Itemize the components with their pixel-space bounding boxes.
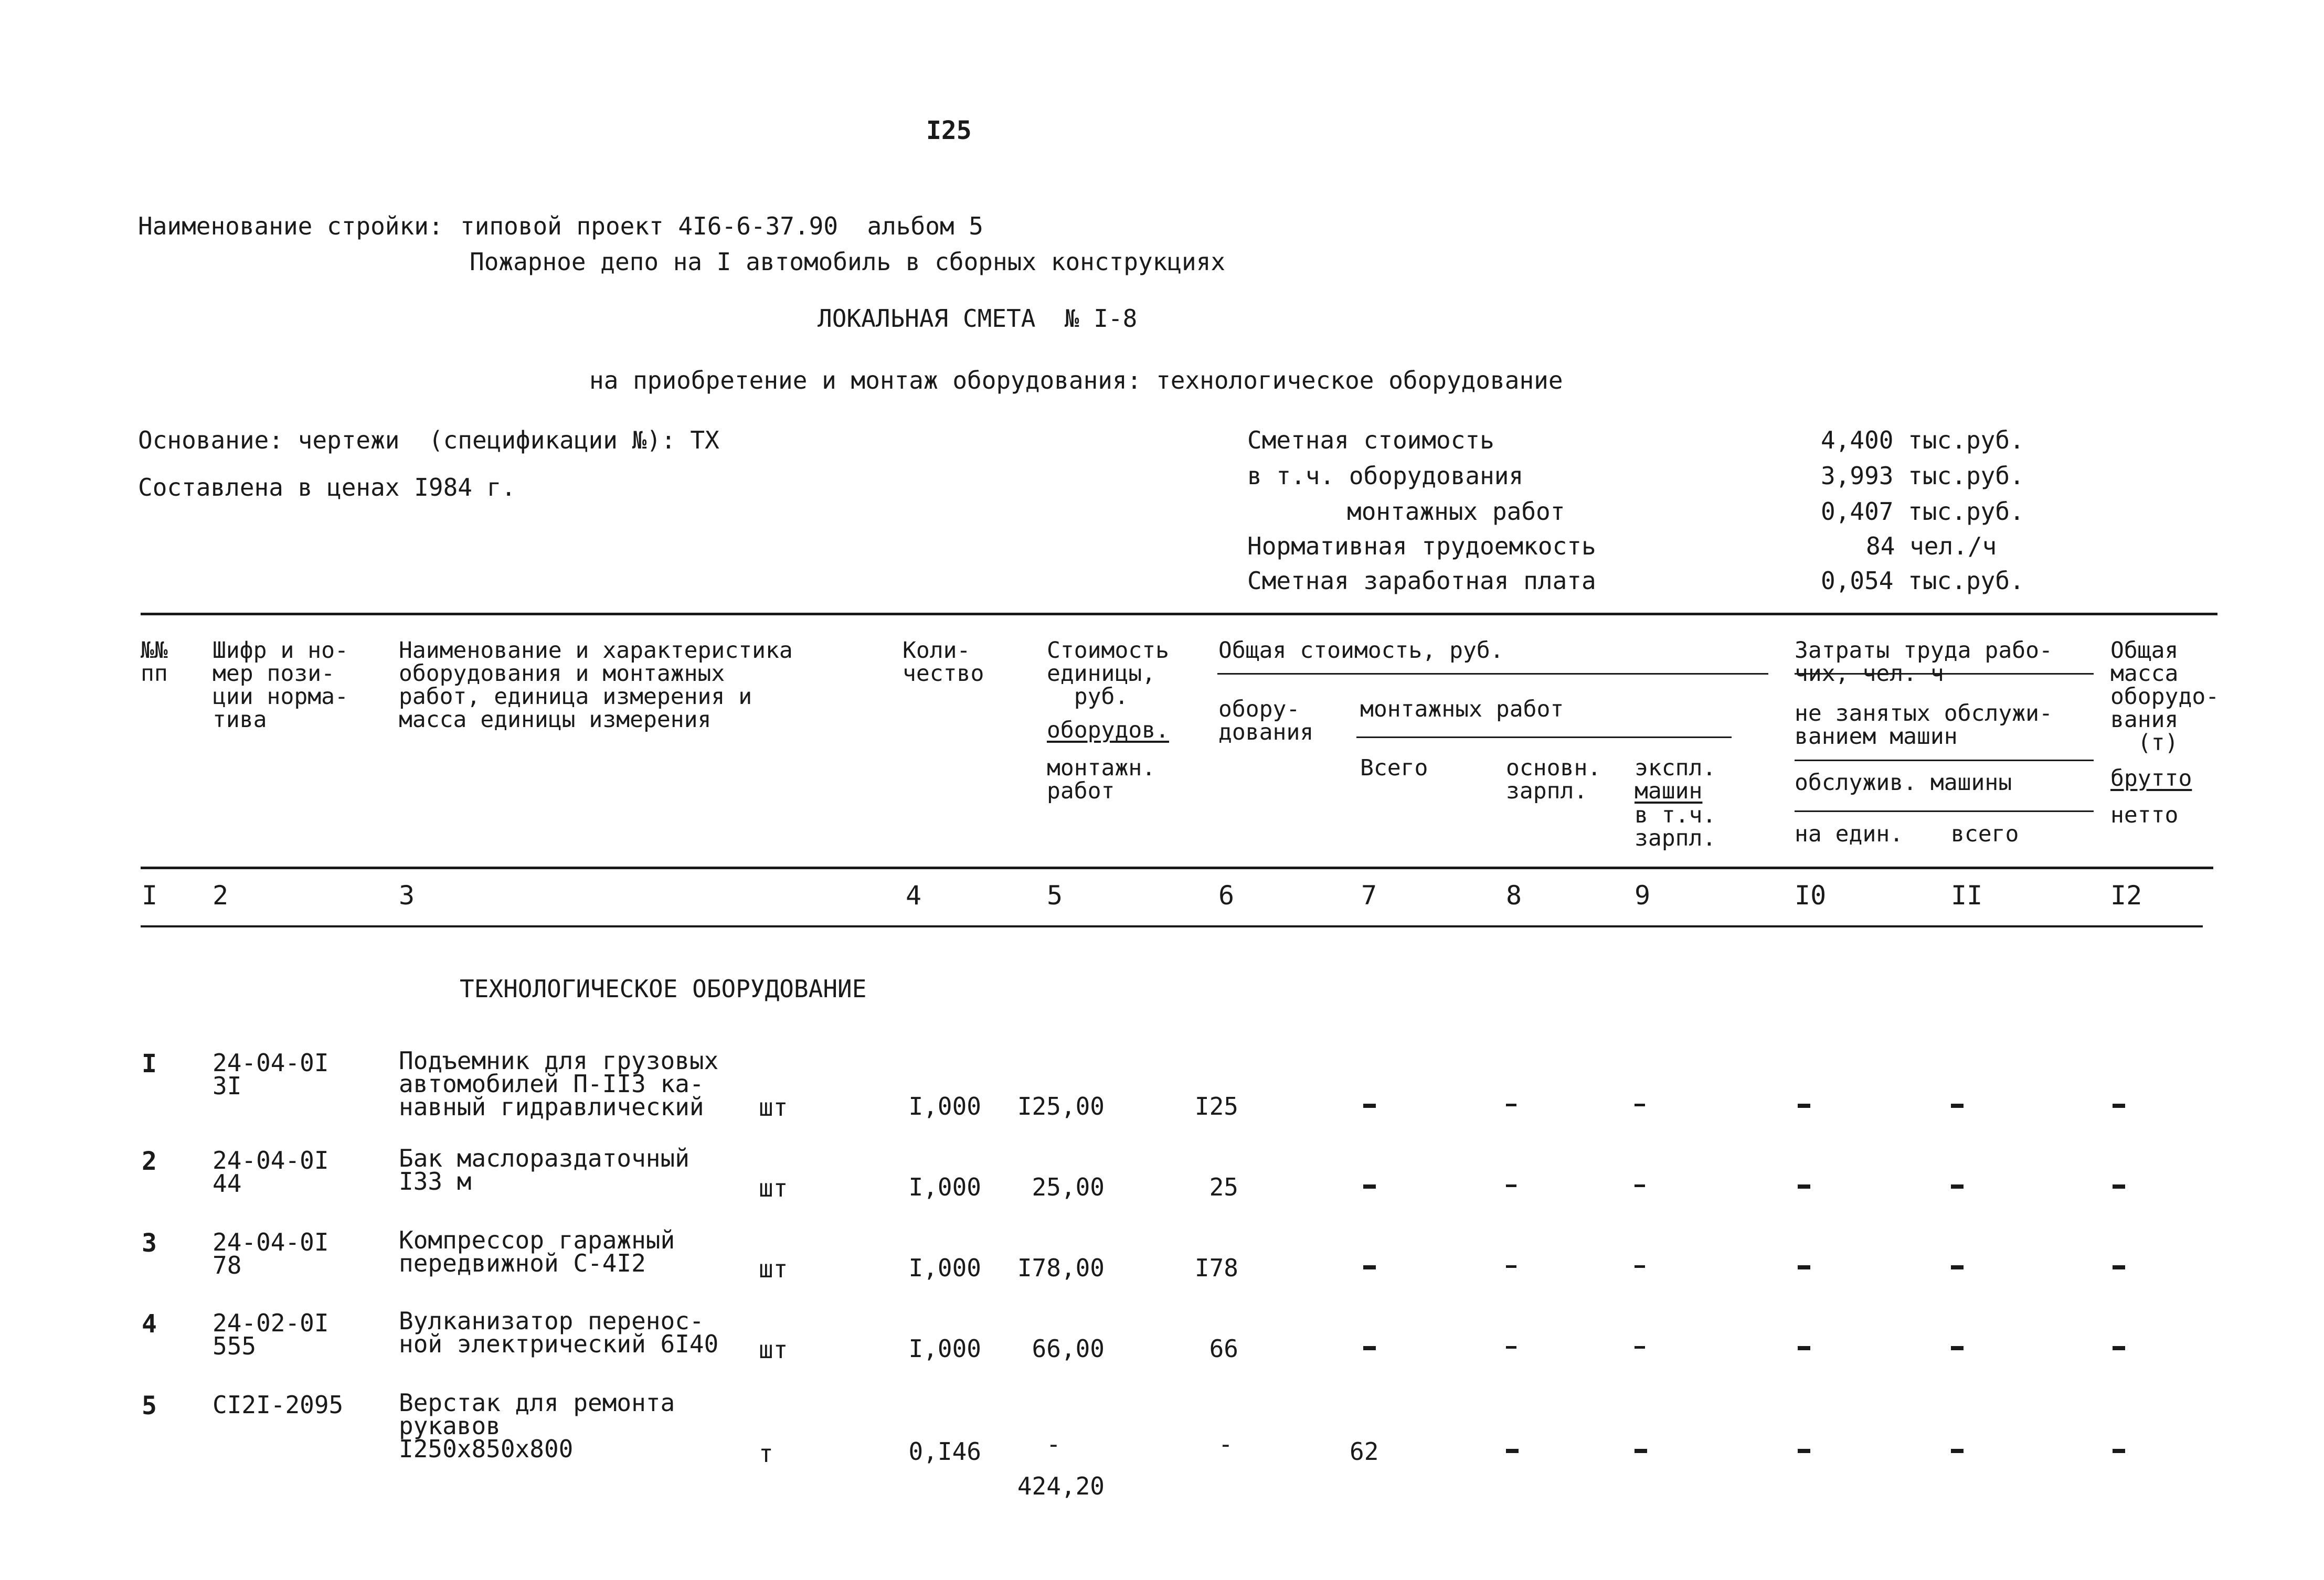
section-title: ТЕХНОЛОГИЧЕСКОЕ ОБОРУДОВАНИЕ [460, 975, 867, 1003]
header-total-cost: Общая стоимость, руб. [1218, 637, 1504, 664]
row-4-mount-dash [1363, 1346, 1376, 1350]
row-2-name: Бак маслораздаточный I33 м [399, 1144, 689, 1195]
table-top-rule [141, 613, 2217, 615]
header-code: Шифр и но- мер пози- ции норма- тива [213, 637, 348, 733]
summary-value-cost: 4,400 тыс.руб. [1821, 426, 2024, 454]
row-3-num: 3 [142, 1229, 157, 1258]
row-2-code: 24-04-0I 44 [213, 1146, 329, 1198]
summary-label-mounting: монтажных работ [1347, 497, 1565, 526]
header-serving-machines: обслужив. машины [1795, 770, 2012, 796]
summary-value-equipment: 3,993 тыс.руб. [1821, 462, 2024, 490]
row-3-equip: I78 [1194, 1254, 1238, 1282]
col-number-3: 3 [399, 880, 415, 911]
row-5-mount-total: 62 [1350, 1437, 1379, 1466]
total-cost-rule [1217, 673, 1768, 675]
col-number-6: 6 [1218, 880, 1235, 911]
row-5-mass-dash [2113, 1449, 2125, 1453]
row-1-unit: шт [759, 1093, 788, 1122]
row-5-labor-unit-dash [1798, 1449, 1810, 1453]
row-2-mount-dash [1363, 1184, 1376, 1189]
labor-rule-2 [1795, 760, 2094, 761]
col-number-12: I2 [2110, 880, 2142, 911]
header-base-wage: основн. зарпл. [1506, 755, 1601, 804]
header-mounting-total: Всего [1360, 755, 1428, 781]
col-number-11: II [1951, 880, 1983, 911]
header-total: всего [1951, 821, 2019, 847]
row-2-mass-dash [2113, 1184, 2125, 1189]
row-2-price: 25,00 [1032, 1173, 1105, 1201]
header-unit-cost-mounting: монтажн. работ [1047, 755, 1156, 804]
row-1-code: 24-04-0I 3I [213, 1049, 329, 1100]
header-not-serving-machines: не занятых обслужи- ванием машин [1795, 700, 2053, 750]
row-3-qty: I,000 [908, 1254, 981, 1282]
row-4-name: Вулканизатор перенос- ной электрический 6I40 [399, 1307, 719, 1358]
header-net: нетто [2110, 802, 2179, 828]
summary-value-mounting: 0,407 тыс.руб. [1821, 497, 2024, 526]
row-3-wage-dash [1506, 1265, 1516, 1268]
row-1-price: I25,00 [1017, 1092, 1105, 1120]
header-unit-cost: Стоимость единицы, руб. [1047, 637, 1169, 710]
header-unit-cost-equipment: оборудов. [1047, 717, 1169, 743]
row-5-code: СI2I-2095 [213, 1391, 344, 1419]
header-labor-costs: Затраты труда рабо- чих, чел. ч [1795, 637, 2053, 687]
row-5-qty: 0,I46 [908, 1437, 981, 1466]
summary-value-labor: 84 чел./ч [1866, 532, 1997, 560]
row-5-num: 5 [142, 1391, 157, 1421]
row-1-mach-dash [1635, 1104, 1645, 1106]
row-3-price: I78,00 [1017, 1254, 1105, 1282]
col-number-4: 4 [906, 880, 922, 911]
row-2-mach-dash [1635, 1184, 1645, 1187]
header-mass: Общая масса оборудо- вания (т) [2110, 637, 2220, 756]
header-gross: брутто [2110, 765, 2192, 792]
construction-label: Наименование стройки: [138, 212, 443, 240]
row-3-mount-dash [1363, 1265, 1376, 1269]
header-incl-wage: в т.ч. зарпл. [1635, 802, 1716, 851]
row-3-code: 24-04-0I 78 [213, 1228, 329, 1279]
row-4-price: 66,00 [1032, 1335, 1105, 1363]
row-5-name: Верстак для ремонта рукавов I250x850x800 [399, 1389, 675, 1463]
row-1-mount-dash [1363, 1104, 1376, 1108]
row-5-wage-dash [1506, 1449, 1519, 1453]
prices-year: Составлена в ценах I984 г. [138, 473, 516, 501]
col-number-9: 9 [1635, 880, 1651, 911]
estimate-title: ЛОКАЛЬНАЯ СМЕТА № I-8 [818, 304, 1138, 333]
basis: Основание: чертежи (спецификации №): ТХ [138, 426, 719, 454]
row-5-price-mounting: 424,20 [1017, 1472, 1105, 1500]
header-per-unit: на един. [1795, 821, 1904, 847]
header-name: Наименование и характеристика оборудования и монтажных работ, единица измерения и масса единицы измерения [399, 637, 793, 733]
construction-project: типовой проект 4I6-6-37.90 альбом 5 [460, 212, 983, 240]
row-2-equip: 25 [1209, 1173, 1238, 1201]
row-2-unit: шт [759, 1174, 788, 1202]
summary-label-cost: Сметная стоимость [1247, 426, 1494, 454]
col-number-1: I [142, 880, 158, 911]
row-1-name: Подъемник для грузовых автомобилей П-II3 ка- навный гидравлический [399, 1047, 719, 1121]
row-1-equip: I25 [1194, 1092, 1238, 1120]
row-5-equip: - [1218, 1430, 1233, 1458]
row-2-qty: I,000 [908, 1173, 981, 1201]
header-equipment: обору- дования [1218, 696, 1314, 745]
row-4-labor-unit-dash [1798, 1346, 1810, 1350]
col-number-5: 5 [1047, 880, 1063, 911]
row-1-mass-dash [2113, 1104, 2125, 1108]
estimate-purpose: на приобретение и монтаж оборудования: технологическое оборудование [589, 366, 1563, 394]
row-3-labor-total-dash [1951, 1265, 1964, 1269]
row-4-equip: 66 [1209, 1335, 1238, 1363]
row-3-unit: шт [759, 1255, 788, 1283]
header-num: №№ пп [141, 637, 168, 687]
row-1-labor-unit-dash [1798, 1104, 1810, 1108]
header-bottom-rule [141, 867, 2213, 869]
row-5-price: - [1046, 1430, 1061, 1458]
row-4-mass-dash [2113, 1346, 2125, 1350]
header-machine-exploitation: экспл. [1635, 755, 1716, 781]
row-3-mass-dash [2113, 1265, 2125, 1269]
col-number-8: 8 [1506, 880, 1522, 911]
row-2-num: 2 [142, 1147, 157, 1176]
row-4-mach-dash [1635, 1346, 1645, 1349]
col-number-2: 2 [213, 880, 229, 911]
row-1-labor-total-dash [1951, 1104, 1964, 1108]
row-4-qty: I,000 [908, 1335, 981, 1363]
row-5-labor-total-dash [1951, 1449, 1964, 1453]
summary-label-labor: Нормативная трудоемкость [1247, 532, 1596, 560]
row-1-qty: I,000 [908, 1092, 981, 1120]
page-number: I25 [926, 116, 972, 145]
row-4-code: 24-02-0I 555 [213, 1309, 329, 1360]
col-number-7: 7 [1361, 880, 1377, 911]
row-2-wage-dash [1506, 1184, 1516, 1187]
row-3-mach-dash [1635, 1265, 1645, 1268]
col-number-10: I0 [1795, 880, 1827, 911]
row-4-labor-total-dash [1951, 1346, 1964, 1350]
labor-rule-3 [1795, 810, 2094, 812]
row-5-mach-dash [1635, 1449, 1647, 1453]
mounting-rule [1356, 736, 1732, 738]
row-4-unit: шт [759, 1336, 788, 1364]
header-mounting-works: монтажных работ [1360, 696, 1564, 722]
row-5-unit: т [759, 1439, 773, 1468]
row-1-num: I [142, 1049, 157, 1079]
summary-label-wage: Сметная заработная плата [1247, 567, 1596, 595]
row-2-labor-total-dash [1951, 1184, 1964, 1189]
numbers-bottom-rule [141, 925, 2203, 927]
summary-label-equipment: в т.ч. оборудования [1247, 462, 1524, 490]
row-1-wage-dash [1506, 1104, 1516, 1106]
header-qty: Коли- чество [903, 637, 984, 687]
row-3-labor-unit-dash [1798, 1265, 1810, 1269]
row-4-num: 4 [142, 1309, 157, 1339]
summary-value-wage: 0,054 тыс.руб. [1821, 567, 2024, 595]
row-3-name: Компрессор гаражный передвижной С-4I2 [399, 1226, 675, 1277]
row-4-wage-dash [1506, 1346, 1516, 1349]
row-2-labor-unit-dash [1798, 1184, 1810, 1189]
header-machines: машин [1635, 778, 1703, 804]
construction-subtitle: Пожарное депо на I автомобиль в сборных конструкциях [470, 248, 1226, 276]
